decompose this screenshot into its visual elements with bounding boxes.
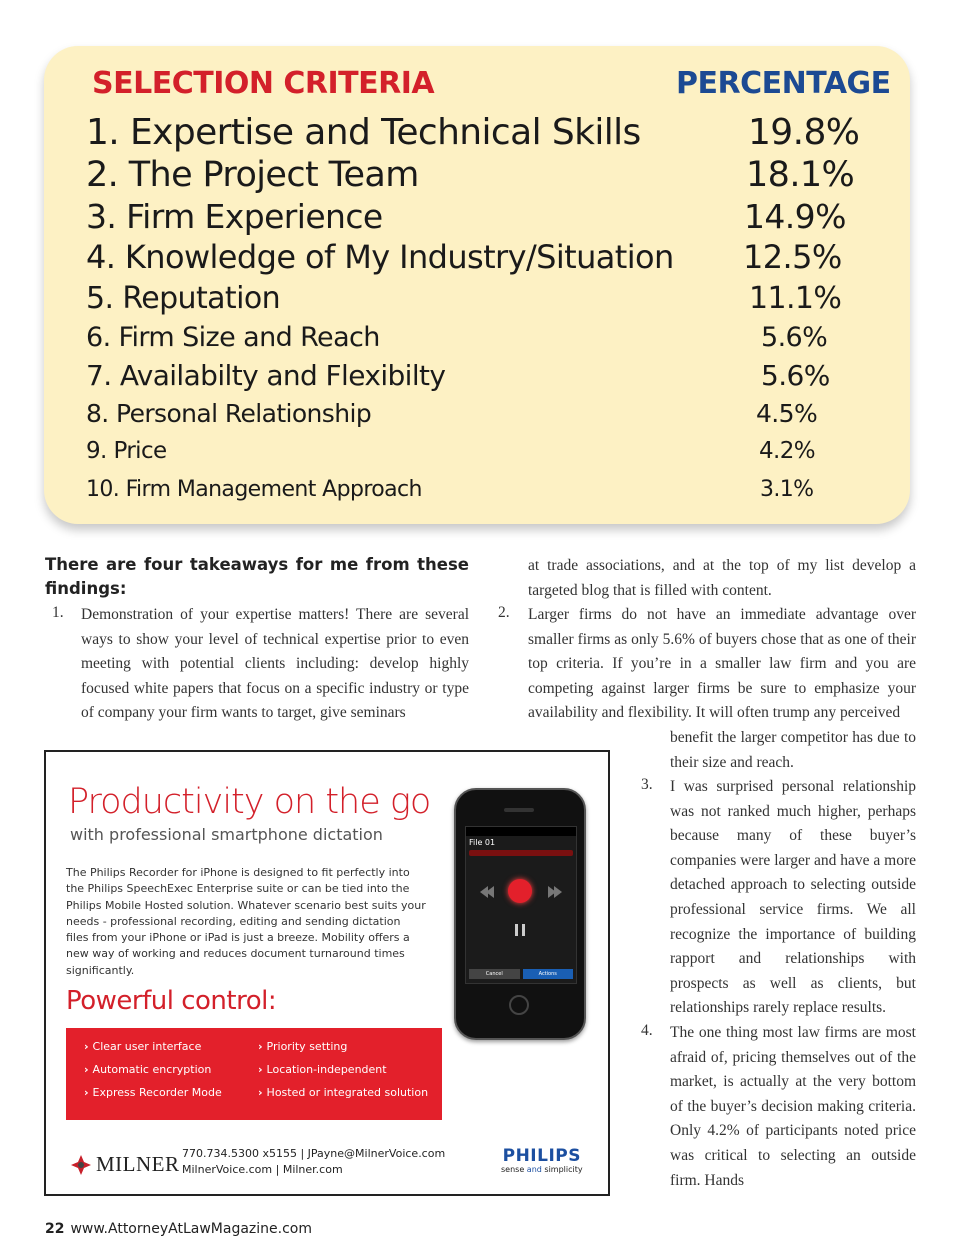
footer-url: www.AttorneyAtLawMagazine.com xyxy=(70,1221,313,1237)
criteria-header: SELECTION CRITERIA xyxy=(92,66,435,101)
criteria-row xyxy=(86,359,866,397)
criteria-percentage: 4.5% xyxy=(756,399,818,428)
item-number: 3. xyxy=(641,776,653,793)
phone-actions-button: Actions xyxy=(523,969,574,979)
philips-logo: PHILIPS sense and simplicity xyxy=(501,1146,583,1174)
criteria-label: 1. Expertise and Technical Skills xyxy=(86,112,641,153)
criteria-percentage: 5.6% xyxy=(761,322,828,353)
ad-contact: 770.734.5300 x5155 | JPayne@MilnerVoice.com MilnerVoice.com | Milner.com xyxy=(182,1147,446,1176)
criteria-row xyxy=(86,438,866,471)
criteria-row xyxy=(86,155,866,200)
rewind-forward-icon xyxy=(478,883,564,901)
criteria-label: 7. Availabilty and Flexibilty xyxy=(86,359,446,392)
criteria-label: 9. Price xyxy=(86,438,167,464)
criteria-row xyxy=(86,197,866,240)
takeaway-heading: There are four takeaways for me from these findings: xyxy=(45,555,469,598)
criteria-label: 8. Personal Relationship xyxy=(86,399,372,428)
ad-title: Productivity on the go xyxy=(68,782,431,822)
item-number: 1. xyxy=(52,604,64,621)
ad-powerful-control: Powerful control: xyxy=(66,986,277,1016)
criteria-row xyxy=(86,112,866,158)
criteria-label: 3. Firm Experience xyxy=(86,197,383,236)
feature-item: › Location-independent xyxy=(258,1063,387,1076)
phone-cancel-button: Cancel xyxy=(469,969,520,979)
criteria-percentage: 11.1% xyxy=(749,281,842,316)
criteria-label: 4. Knowledge of My Industry/Situation xyxy=(86,238,674,276)
item-number: 4. xyxy=(641,1022,653,1039)
pause-icon xyxy=(513,923,527,937)
speaker-icon xyxy=(504,808,534,812)
criteria-percentage: 5.6% xyxy=(761,359,830,392)
item-1-text: Demonstration of your expertise matters! There are several ways to show your level of technical expertise prior to even meeting with potential clients including: develop highly focused white papers that focus on a specific industry or type of company your firm wants to target, give seminars xyxy=(81,606,469,722)
feature-item: › Priority setting xyxy=(258,1040,348,1053)
criteria-row xyxy=(86,477,866,509)
criteria-percentage: 12.5% xyxy=(743,238,842,276)
criteria-label: 10. Firm Management Approach xyxy=(86,477,422,502)
item-number: 2. xyxy=(498,604,510,621)
features-box xyxy=(66,1028,442,1120)
phone-screen xyxy=(465,826,577,984)
ad-body: The Philips Recorder for iPhone is designed to fit perfectly into the Philips SpeechExec Enterprise suite or can be tied into the Philips Mobile Hosted solution. Whatever scenario best suits your needs - professional recording, editing and sending dictation files from your iPhone or iPad is just a breeze. Mobility offers a new way of working and reduces document turnaround times significantly. xyxy=(66,866,426,977)
phone-file-label: File 01 xyxy=(469,838,496,847)
philips-advertisement xyxy=(44,750,610,1196)
criteria-row xyxy=(86,322,866,359)
criteria-label: 6. Firm Size and Reach xyxy=(86,322,380,353)
criteria-percentage: 19.8% xyxy=(748,112,860,153)
criteria-row xyxy=(86,238,866,280)
page-number: 22 xyxy=(45,1221,65,1237)
percentage-header: PERCENTAGE xyxy=(676,66,891,101)
feature-item: › Express Recorder Mode xyxy=(84,1086,222,1099)
item-3-text: I was surprised personal relationship was not ranked much higher, perhaps because many of these buyer’s companies were larger and have a more detached approach to selecting outside professional service firms. We all recognize the importance of building rapport and relationships with prospects as well as clients, but relationships rarely replace results. xyxy=(670,778,916,1017)
item-1-continued: at trade associations, and at the top of my list develop a targeted blog that is filled with content. xyxy=(528,557,916,599)
page-footer xyxy=(45,1221,312,1237)
milner-logo: MILNER xyxy=(70,1152,180,1177)
home-button-icon xyxy=(509,995,529,1015)
milner-logo-icon xyxy=(70,1154,92,1176)
criteria-percentage: 4.2% xyxy=(759,438,816,464)
item-4-text: The one thing most law firms are most afraid of, pricing themselves out of the market, is actually at the very bottom of the buyer’s decision making criteria. Only 4.2% of participants noted price was critical to selecting an outside firm. Hands xyxy=(670,1024,916,1189)
ad-subtitle: with professional smartphone dictation xyxy=(70,825,383,844)
criteria-percentage: 18.1% xyxy=(746,155,855,195)
criteria-row xyxy=(86,281,866,321)
feature-item: › Hosted or integrated solution xyxy=(258,1086,429,1099)
criteria-label: 5. Reputation xyxy=(86,281,280,316)
smartphone-image xyxy=(454,788,586,1040)
feature-item: › Automatic encryption xyxy=(84,1063,212,1076)
feature-item: › Clear user interface xyxy=(84,1040,202,1053)
item-2-text: Larger firms do not have an immediate advantage over smaller firms as only 5.6% of buyers chose that as one of their top criteria. If you’re in a smaller law firm and you are competing against larger firms be sure to emphasize your availability and flexibility. It will often trump any perceived xyxy=(528,606,916,722)
criteria-row xyxy=(86,399,866,434)
criteria-percentage: 3.1% xyxy=(760,477,814,502)
criteria-label: 2. The Project Team xyxy=(86,155,419,195)
item-2-continued: benefit the larger competitor has due to their size and reach. xyxy=(670,729,916,771)
criteria-percentage: 14.9% xyxy=(744,197,846,236)
